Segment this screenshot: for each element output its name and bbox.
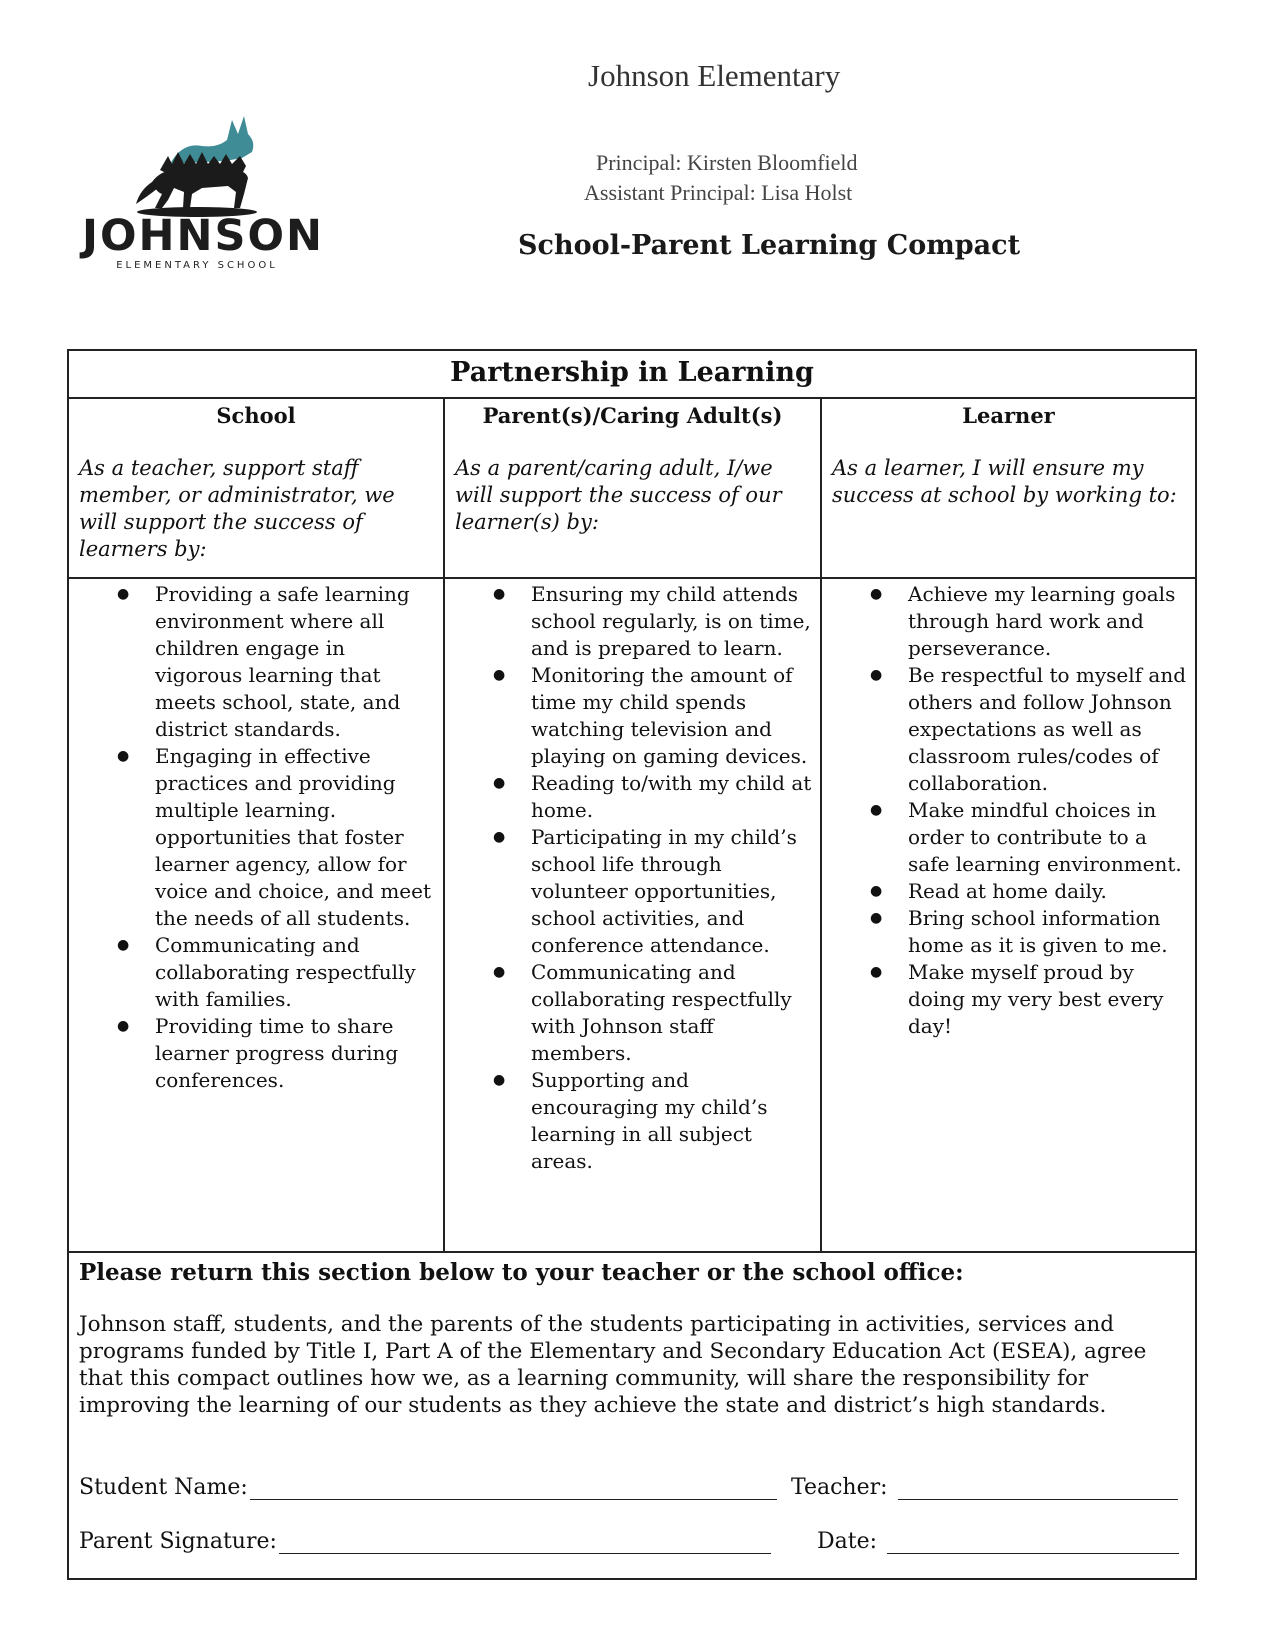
- date-field[interactable]: [817, 1529, 1179, 1554]
- principal-name: Principal: Kirsten Bloomfield: [596, 150, 858, 175]
- compact-title: School-Parent Learning Compact: [518, 230, 1021, 261]
- partnership-table: [67, 349, 1197, 1580]
- agreement-text: Johnson staff, students, and the parents of the students participating in activities, services and programs funded by Title I, Part A of the Elementary and Secondary Education Act (ESEA), agree that this compact outlines how we, as a learning community, will share the responsibility for improving the learning of our students as they achieve the state and district’s high standards.: [79, 1312, 1147, 1418]
- list-item: ● Make myself proud by doing my very best every day!: [822, 959, 1187, 1040]
- parent-signature-label: Parent Signature:: [79, 1529, 277, 1554]
- logo-wordmark: JOHNSON: [82, 211, 325, 261]
- list-item: ● Make mindful choices in order to contribute to a safe learning environment.: [822, 797, 1187, 878]
- teacher-line[interactable]: [898, 1475, 1178, 1500]
- parent-signature-field[interactable]: [79, 1529, 771, 1554]
- date-line[interactable]: [887, 1529, 1179, 1554]
- commitment-list: [822, 579, 1195, 1040]
- list-item: ● Supporting and encouraging my child’s learning in all subject areas.: [445, 1067, 812, 1175]
- list-item: ● Be respectful to myself and others and follow Johnson expectations as well as classroom rules/codes of collaboration.: [822, 662, 1187, 797]
- parent-column: [445, 399, 822, 1251]
- column-intro: As a parent/caring adult, I/we will support the success of our learner(s) by:: [455, 456, 782, 534]
- table-title: Partnership in Learning: [69, 351, 1195, 399]
- list-item: ● Providing a safe learning environment where all children engage in vigorous learning that meets school, state, and district standards.: [69, 581, 435, 743]
- commitment-list: [69, 579, 443, 1094]
- column-name: Parent(s)/Caring Adult(s): [482, 403, 783, 428]
- teacher-field[interactable]: [791, 1475, 1178, 1500]
- assistant-principal-name: Assistant Principal: Lisa Holst: [584, 180, 853, 205]
- list-item: ● Ensuring my child attends school regularly, is on time, and is prepared to learn.: [445, 581, 812, 662]
- list-item: ● Participating in my child’s school life through volunteer opportunities, school activities, and conference attendance.: [445, 824, 812, 959]
- list-item: ● Communicating and collaborating respectfully with families.: [69, 932, 435, 1013]
- column-intro: As a learner, I will ensure my success at school by working to:: [832, 456, 1177, 507]
- school-logo: [82, 112, 325, 272]
- column-header: [69, 399, 443, 579]
- column-name: Learner: [962, 403, 1055, 428]
- student-name-line[interactable]: [250, 1475, 777, 1500]
- return-heading: Please return this section below to your teacher or the school office:: [79, 1259, 964, 1286]
- logo-subtitle: ELEMENTARY SCHOOL: [116, 260, 278, 271]
- student-name-field[interactable]: [79, 1475, 777, 1500]
- column-header: [822, 399, 1195, 579]
- student-name-label: Student Name:: [79, 1475, 248, 1500]
- list-item: ● Providing time to share learner progress during conferences.: [69, 1013, 435, 1094]
- list-item: ● Monitoring the amount of time my child spends watching television and playing on gaming devices.: [445, 662, 812, 770]
- column-intro: As a teacher, support staff member, or administrator, we will support the success of learners by:: [79, 456, 395, 561]
- list-item: ● Achieve my learning goals through hard work and perseverance.: [822, 581, 1187, 662]
- teacher-label: Teacher:: [791, 1475, 888, 1500]
- list-item: ● Engaging in effective practices and providing multiple learning. opportunities that foster learner agency, allow for voice and choice, and meet the needs of all students.: [69, 743, 435, 932]
- column-name: School: [216, 403, 296, 428]
- list-item: ● Reading to/with my child at home.: [445, 770, 812, 824]
- list-item: ● Bring school information home as it is given to me.: [822, 905, 1187, 959]
- return-section: [69, 1251, 1195, 1578]
- wolf-logo-icon: [82, 112, 312, 217]
- list-item: ● Read at home daily.: [822, 878, 1187, 905]
- parent-signature-line[interactable]: [279, 1529, 771, 1554]
- learner-column: [822, 399, 1195, 1251]
- school-name: Johnson Elementary: [588, 58, 841, 93]
- list-item: ● Communicating and collaborating respectfully with Johnson staff members.: [445, 959, 812, 1067]
- school-column: [69, 399, 445, 1251]
- date-label: Date:: [817, 1529, 878, 1554]
- column-header: [445, 399, 820, 579]
- commitment-list: [445, 579, 820, 1175]
